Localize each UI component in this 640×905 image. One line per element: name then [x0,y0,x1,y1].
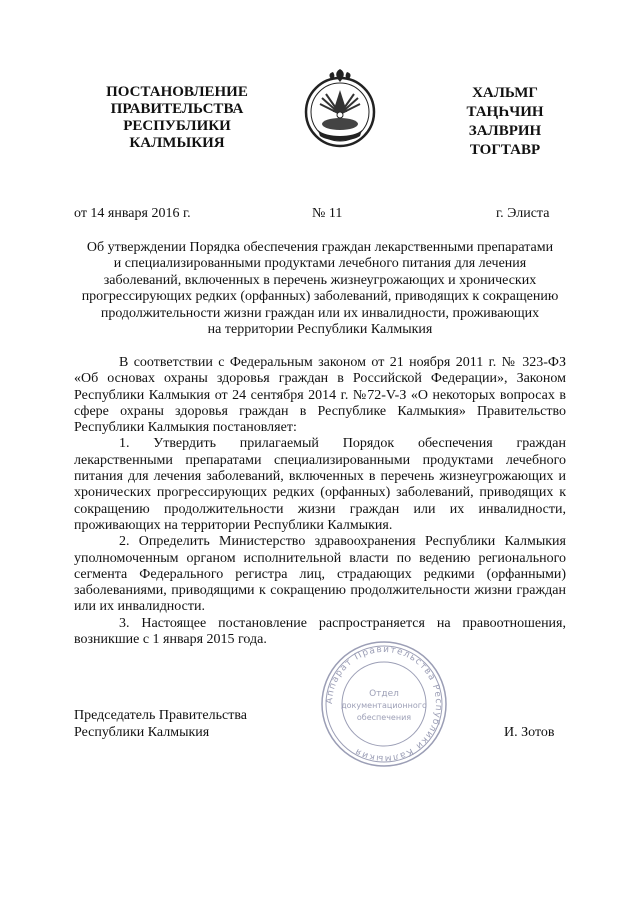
title-line: Об утверждении Порядка обеспечения граждан лекарственными препаратами [86,240,554,255]
header-right-line: ХАЛЬМГ [472,85,538,101]
document-title [74,240,566,338]
signatory-title [74,707,247,741]
header-left-line: КАЛМЫКИЯ [129,135,225,151]
item-1-paragraph: 1. Утвердить прилагаемый Порядок обеспечения граждан лекарственными препаратами специализированными продуктами лечебного питания для лечения заболеваний, включенных в перечень жизнеугрожающих и хронических прогрессирующих редких (орфанных) заболеваний, приводящих к сокращению продолжительности жизни граждан или их инвалидности, проживающих на территории Республики Калмыкия. [74,436,566,533]
preamble-paragraph: В соответствии с Федеральным законом от 21 ноября 2011 г. № 323-ФЗ «Об основах охраны здоровья граждан в Российской Федерации», Законом Республики Калмыкия от 24 сентября 2014 г. №72-V-З «О некоторых вопросах в сфере охраны здоровья граждан в Республике Калмыкия» Правительство Республики Калмыкия постановляет: [74,355,566,436]
document-city: г. Элиста [496,206,550,221]
title-line: прогрессирующих редких (орфанных) заболеваний, приводящих к сокращению [81,289,559,305]
document-date: от 14 января 2016 г. [74,206,191,221]
item-2-paragraph: 2. Определить Министерство здравоохранения Республики Калмыкия уполномоченным органом исполнительной власти по ведению регионального сегмента Федерального регистра лиц, страдающих редкими (орфанными) заболеваниями, приводящими к сокращению продолжительности жизни граждан или их инвалидности. [74,534,566,615]
kalmykia-emblem-icon [302,68,378,150]
stamp-ring-text: Аппарат Правительства Республики Калмыкия [324,644,444,764]
stamp-inner-line: Отдел [369,689,399,699]
title-line: на территории Республики Калмыкия [207,322,433,338]
title-line: заболеваний, включенных в перечень жизнеугрожающих и хронических [103,272,537,288]
stamp-inner-line: документационного [341,701,427,710]
signatory-name: И. Зотов [504,725,555,740]
header-left-line: РЕСПУБЛИКИ [123,118,231,134]
signatory-title-line: Республики Калмыкия [74,725,210,740]
header-right-line: ТОГТАВР [469,142,541,158]
header-left-line: ПОСТАНОВЛЕНИЕ [106,84,248,100]
header-left-line: ПРАВИТЕЛЬСТВА [110,101,244,117]
header-left-title [92,84,262,152]
header-right-line: ЗАЛВРИН [468,123,542,139]
title-line: продолжительности жизни граждан или их инвалидности, проживающих [100,305,540,321]
official-stamp-icon [320,640,448,768]
header-right-line: ТАҢҺЧИН [466,104,544,120]
document-number: № 11 [312,206,343,221]
stamp-inner-line: обеспечения [356,713,412,722]
document-body [74,355,566,648]
title-line: и специализированными продуктами лечебного питания для лечения [113,256,527,272]
signatory-title-line: Председатель Правительства [74,708,247,723]
item-3-paragraph: 3. Настоящее постановление распространяется на правоотношения, возникшие с 1 января 2015 года. [74,615,566,648]
header-right-title [450,84,560,160]
